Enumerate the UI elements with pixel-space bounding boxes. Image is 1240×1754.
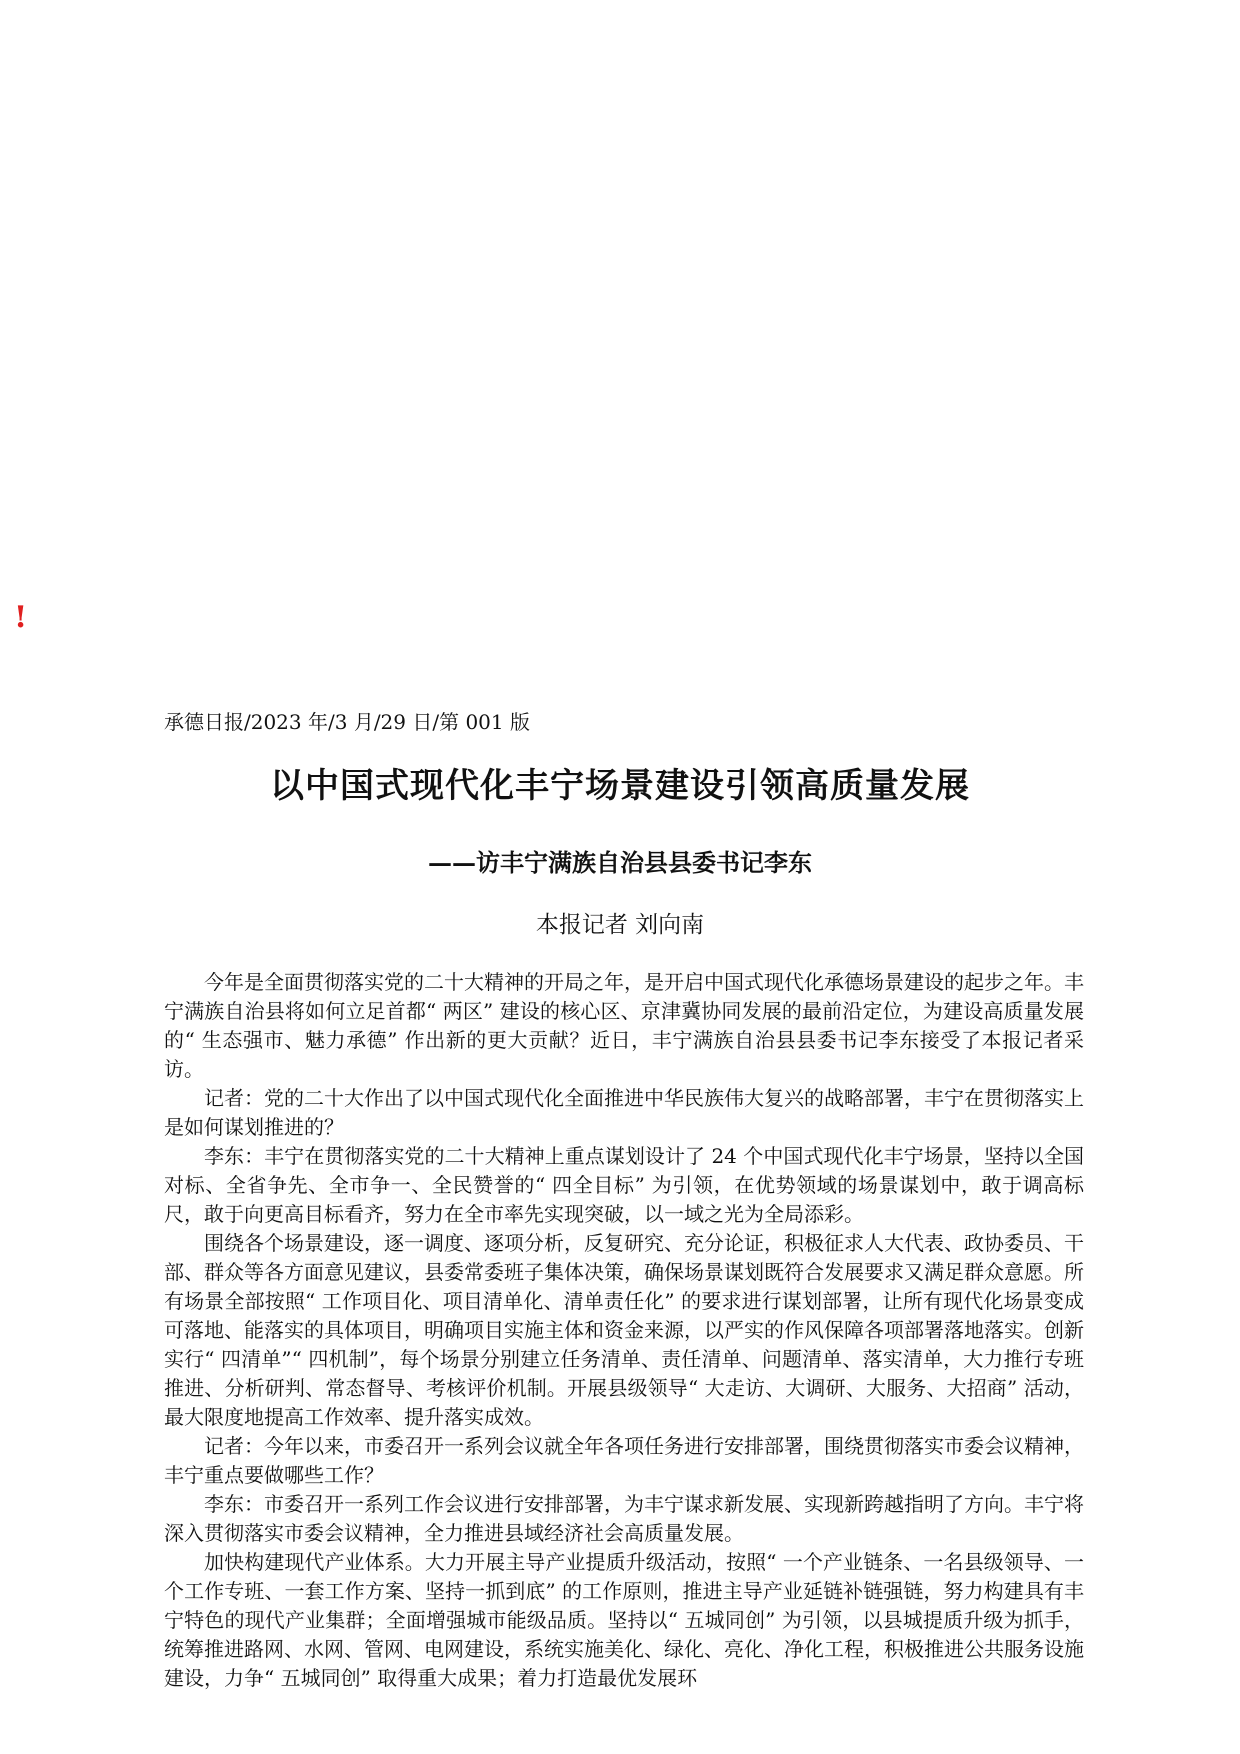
source-line: 承德日报/2023 年/3 月/29 日/第 001 版: [164, 710, 530, 734]
paragraph-question-2: 记者：今年以来，市委召开一系列会议就全年各项任务进行安排部署，围绕贯彻落实市委会议精神，丰宁重点要做哪些工作？: [164, 1434, 1084, 1487]
paragraph-answer-2-continued: 加快构建现代产业体系。大力开展主导产业提质升级活动，按照“ 一个产业链条、一名县级领导、一个工作专班、一套工作方案、坚持一抓到底” 的工作原则，推进主导产业延链补链强链，努力构建具有丰宁特色的现代产业集群；全面增强城市能级品质。坚持以“ 五城同创” 为引领，以县城提质升级为抓手，统筹推进路网、水网、管网、电网建设，系统实施美化、绿化、亮化、净化工程，积极推进公共服务设施建设，力争“ 五城同创” 取得重大成果；着力打造最优发展环: [164, 1550, 1084, 1690]
paragraph-answer-1: 李东：丰宁在贯彻落实党的二十大精神上重点谋划设计了 24 个中国式现代化丰宁场景，坚持以全国对标、全省争先、全市争一、全民赞誉的“ 四全目标” 为引领，在优势领域的场景谋划中，敢于调高标尺，敢于向更高目标看齐，努力在全市率先实现突破，以一域之光为全局添彩。: [164, 1144, 1084, 1226]
paragraph-answer-2: 李东：市委召开一系列工作会议进行安排部署，为丰宁谋求新发展、实现新跨越指明了方向。丰宁将深入贯彻落实市委会议精神，全力推进县域经济社会高质量发展。: [164, 1492, 1084, 1545]
article-body: [164, 968, 1084, 1693]
paragraph-intro: 今年是全面贯彻落实党的二十大精神的开局之年，是开启中国式现代化承德场景建设的起步之年。丰宁满族自治县将如何立足首都“ 两区” 建设的核心区、京津冀协同发展的最前沿定位，为建设高质量发展的“ 生态强市、魅力承德” 作出新的更大贡献？近日，丰宁满族自治县县委书记李东接受了本报记者采访。: [164, 970, 1084, 1081]
byline: 本报记者 刘向南: [535, 912, 705, 938]
paragraph-answer-1-continued: 围绕各个场景建设，逐一调度、逐项分析，反复研究、充分论证，积极征求人大代表、政协委员、干部、群众等各方面意见建议，县委常委班子集体决策，确保场景谋划既符合发展要求又满足群众意愿。所有场景全部按照“ 工作项目化、项目清单化、清单责任化” 的要求进行谋划部署，让所有现代化场景变成可落地、能落实的具体项目，明确项目实施主体和资金来源，以严实的作风保障各项部署落地落实。创新实行“ 四清单”“ 四机制”，每个场景分别建立任务清单、责任清单、问题清单、落实清单，大力推行专班推进、分析研判、常态督导、考核评价机制。开展县级领导“ 大走访、大调研、大服务、大招商” 活动，最大限度地提高工作效率、提升落实成效。: [164, 1231, 1084, 1429]
article-title: 以中国式现代化丰宁场景建设引领高质量发展: [270, 766, 970, 806]
paragraph-question-1: 记者：党的二十大作出了以中国式现代化全面推进中华民族伟大复兴的战略部署，丰宁在贯彻落实上是如何谋划推进的？: [164, 1086, 1084, 1139]
article-subtitle: ——访丰宁满族自治县县委书记李东: [428, 848, 812, 877]
red-exclamation-mark: !: [14, 600, 28, 635]
